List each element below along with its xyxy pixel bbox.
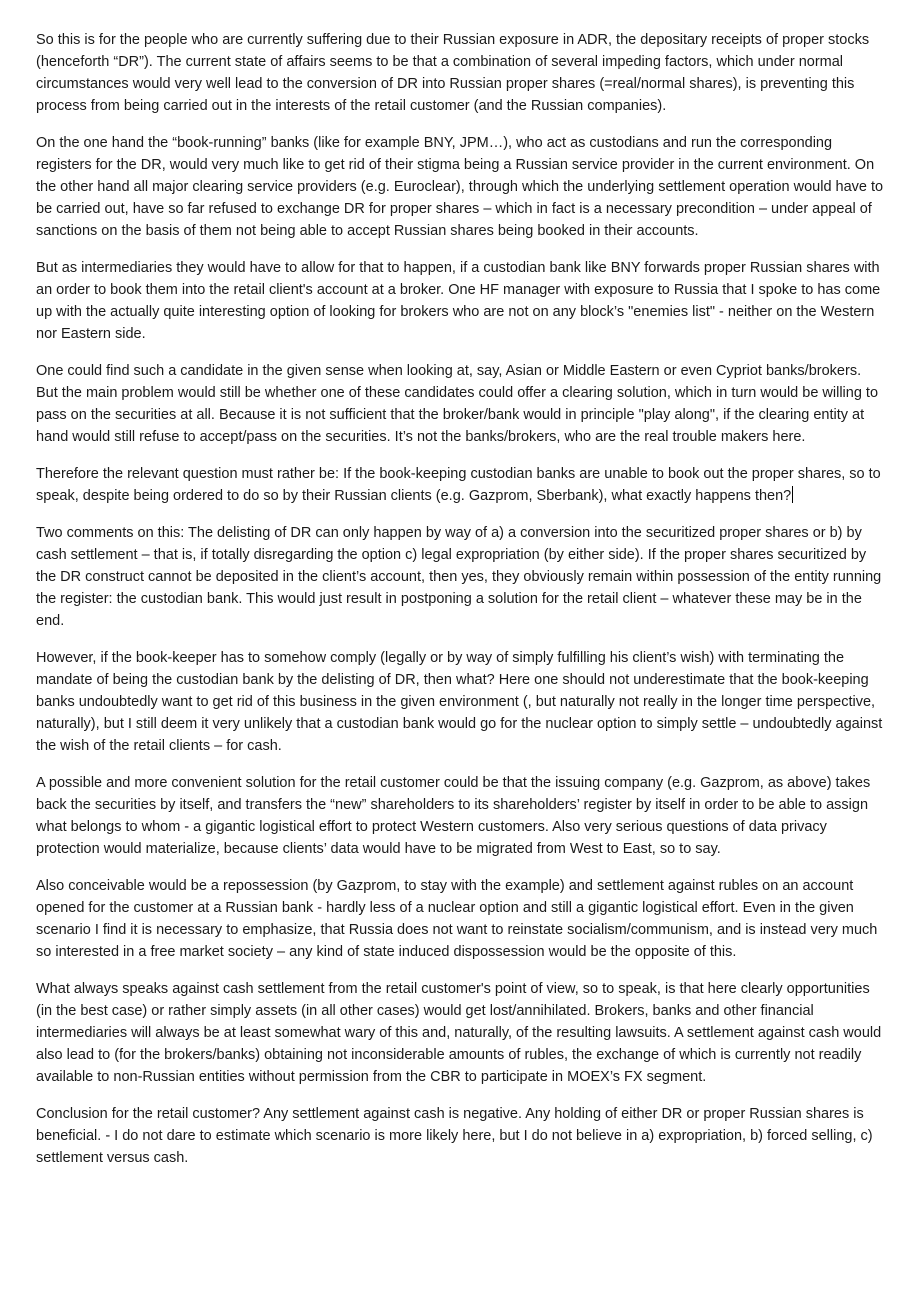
paragraph-text: So this is for the people who are currently suffering due to their Russian exposure in ADR, the depositary receipts of proper stocks (henceforth “DR”). The current state of affairs seems to be that a combination of several impeding factors, which under normal circumstances would very well lead to the conversion of DR into Russian proper shares (=real/normal shares), is preventing this process from being carried out in the interests of the retail customer (and the Russian companies). [36,32,870,114]
paragraph-text: Also conceivable would be a repossession (by Gazprom, to stay with the example) and settlement against rubles on an account opened for the customer at a Russian bank - hardly less of a nuclear option and still a gigantic logistical effort. Even in the given scenario I find it is necessary to emphasize, that Russia does not want to reinstate socialism/communism, and is instead very much so interested in a free market society – any kind of state induced dispossession would be the opposite of this. [36,878,878,960]
paragraph-text: However, if the book-keeper has to somehow comply (legally or by way of simply fulfilling his client’s wish) with terminating the mandate of being the custodian bank by the delisting of DR, then what? Here one should not underestimate that the book-keeping banks undoubtedly want to get rid of this business in the given environment (, but naturally not really in the longer time perspective, naturally), but I still deem it very unlikely that a custodian bank would go for the nuclear option to simply settle – undoubtedly against the wish of the retail clients – for cash. [36,650,883,754]
paragraph-text: Two comments on this: The delisting of DR can only happen by way of a) a conversion into the securitized proper shares or b) by cash settlement – that is, if totally disregarding the option c) legal expropriation (by either side). If the proper shares securitized by the DR construct cannot be deposited in the client’s account, then yes, they obviously remain within possession of the entity running the register: the custodian bank. This would just result in postponing a solution for the retail client – whatever these may be in the end. [36,525,882,629]
paragraph-two-comments [36,522,884,632]
paragraph-intro [36,29,884,117]
paragraph-text: What always speaks against cash settlement from the retail customer's point of view, so to speak, is that here clearly opportunities (in the best case) or rather simply assets (in all other cases) would get lost/annihilated. Brokers, banks and other financial intermediaries will always be at least somewhat wary of this and, naturally, of the resulting lawsuits. A settlement against cash would also lead to (for the brokers/banks) obtaining not inconsiderable amounts of rubles, the exchange of which is currently not readily available to non-Russian entities without permission from the CBR to participate in MOEX’s FX segment. [36,981,882,1085]
paragraph-book-running-banks [36,132,884,242]
paragraph-text: On the one hand the “book-running” banks (like for example BNY, JPM…), who act as custodians and run the corresponding registers for the DR, would very much like to get rid of their stigma being a Russian service provider in the current environment. On the other hand all major clearing service providers (e.g. Euroclear), through which the underlying settlement operation would have to be carried out, have so far refused to exchange DR for proper shares – which in fact is a necessary precondition – under appeal of sanctions on the basis of them not being able to accept Russian shares being booked in their accounts. [36,135,884,239]
paragraph-text: Therefore the relevant question must rather be: If the book-keeping custodian banks are unable to book out the proper shares, so to speak, despite being ordered to do so by their Russian clients (e.g. Gazprom, Sberbank), what exactly happens then? [36,466,881,504]
paragraph-text: One could find such a candidate in the given sense when looking at, say, Asian or Middle Eastern or even Cypriot banks/brokers. But the main problem would still be whether one of these candidates could offer a clearing solution, which in turn would be willing to pass on the securities at all. Because it is not sufficient that the broker/bank would in principle "play along", if the clearing entity at hand would still refuse to accept/pass on the securities. It’s not the banks/brokers, who are the real trouble makers here. [36,363,879,445]
paragraph-conclusion [36,1103,884,1169]
text-cursor [792,486,793,503]
paragraph-text: But as intermediaries they would have to allow for that to happen, if a custodian bank like BNY forwards proper Russian shares with an order to book them into the retail client's account at a broker. One HF manager with exposure to Russia that I spoke to has come up with the actually quite interesting option of looking for brokers who are not on any block’s "enemies list" - neither on the Western nor Eastern side. [36,260,881,342]
paragraph-text: Conclusion for the retail customer? Any settlement against cash is negative. Any holding of either DR or proper Russian shares is beneficial. - I do not dare to estimate which scenario is more likely here, but I do not believe in a) expropriation, b) forced selling, c) settlement versus cash. [36,1106,873,1166]
paragraph-candidates [36,360,884,448]
paragraph-repossession [36,875,884,963]
paragraph-text: A possible and more convenient solution for the retail customer could be that the issuing company (e.g. Gazprom, as above) takes back the securities by itself, and transfers the “new” shareholders to its shareholders’ register by itself in order to be able to assign what belongs to whom - a gigantic logistical effort to protect Western customers. Also very serious questions of data privacy protection would materialize, because clients’ data would have to be migrated from West to East, so to say. [36,775,871,857]
document-body[interactable] [36,29,884,1184]
paragraph-book-keeper [36,647,884,757]
paragraph-possible-solution [36,772,884,860]
paragraph-intermediaries [36,257,884,345]
paragraph-cash-settlement [36,978,884,1088]
paragraph-relevant-question [36,463,884,507]
